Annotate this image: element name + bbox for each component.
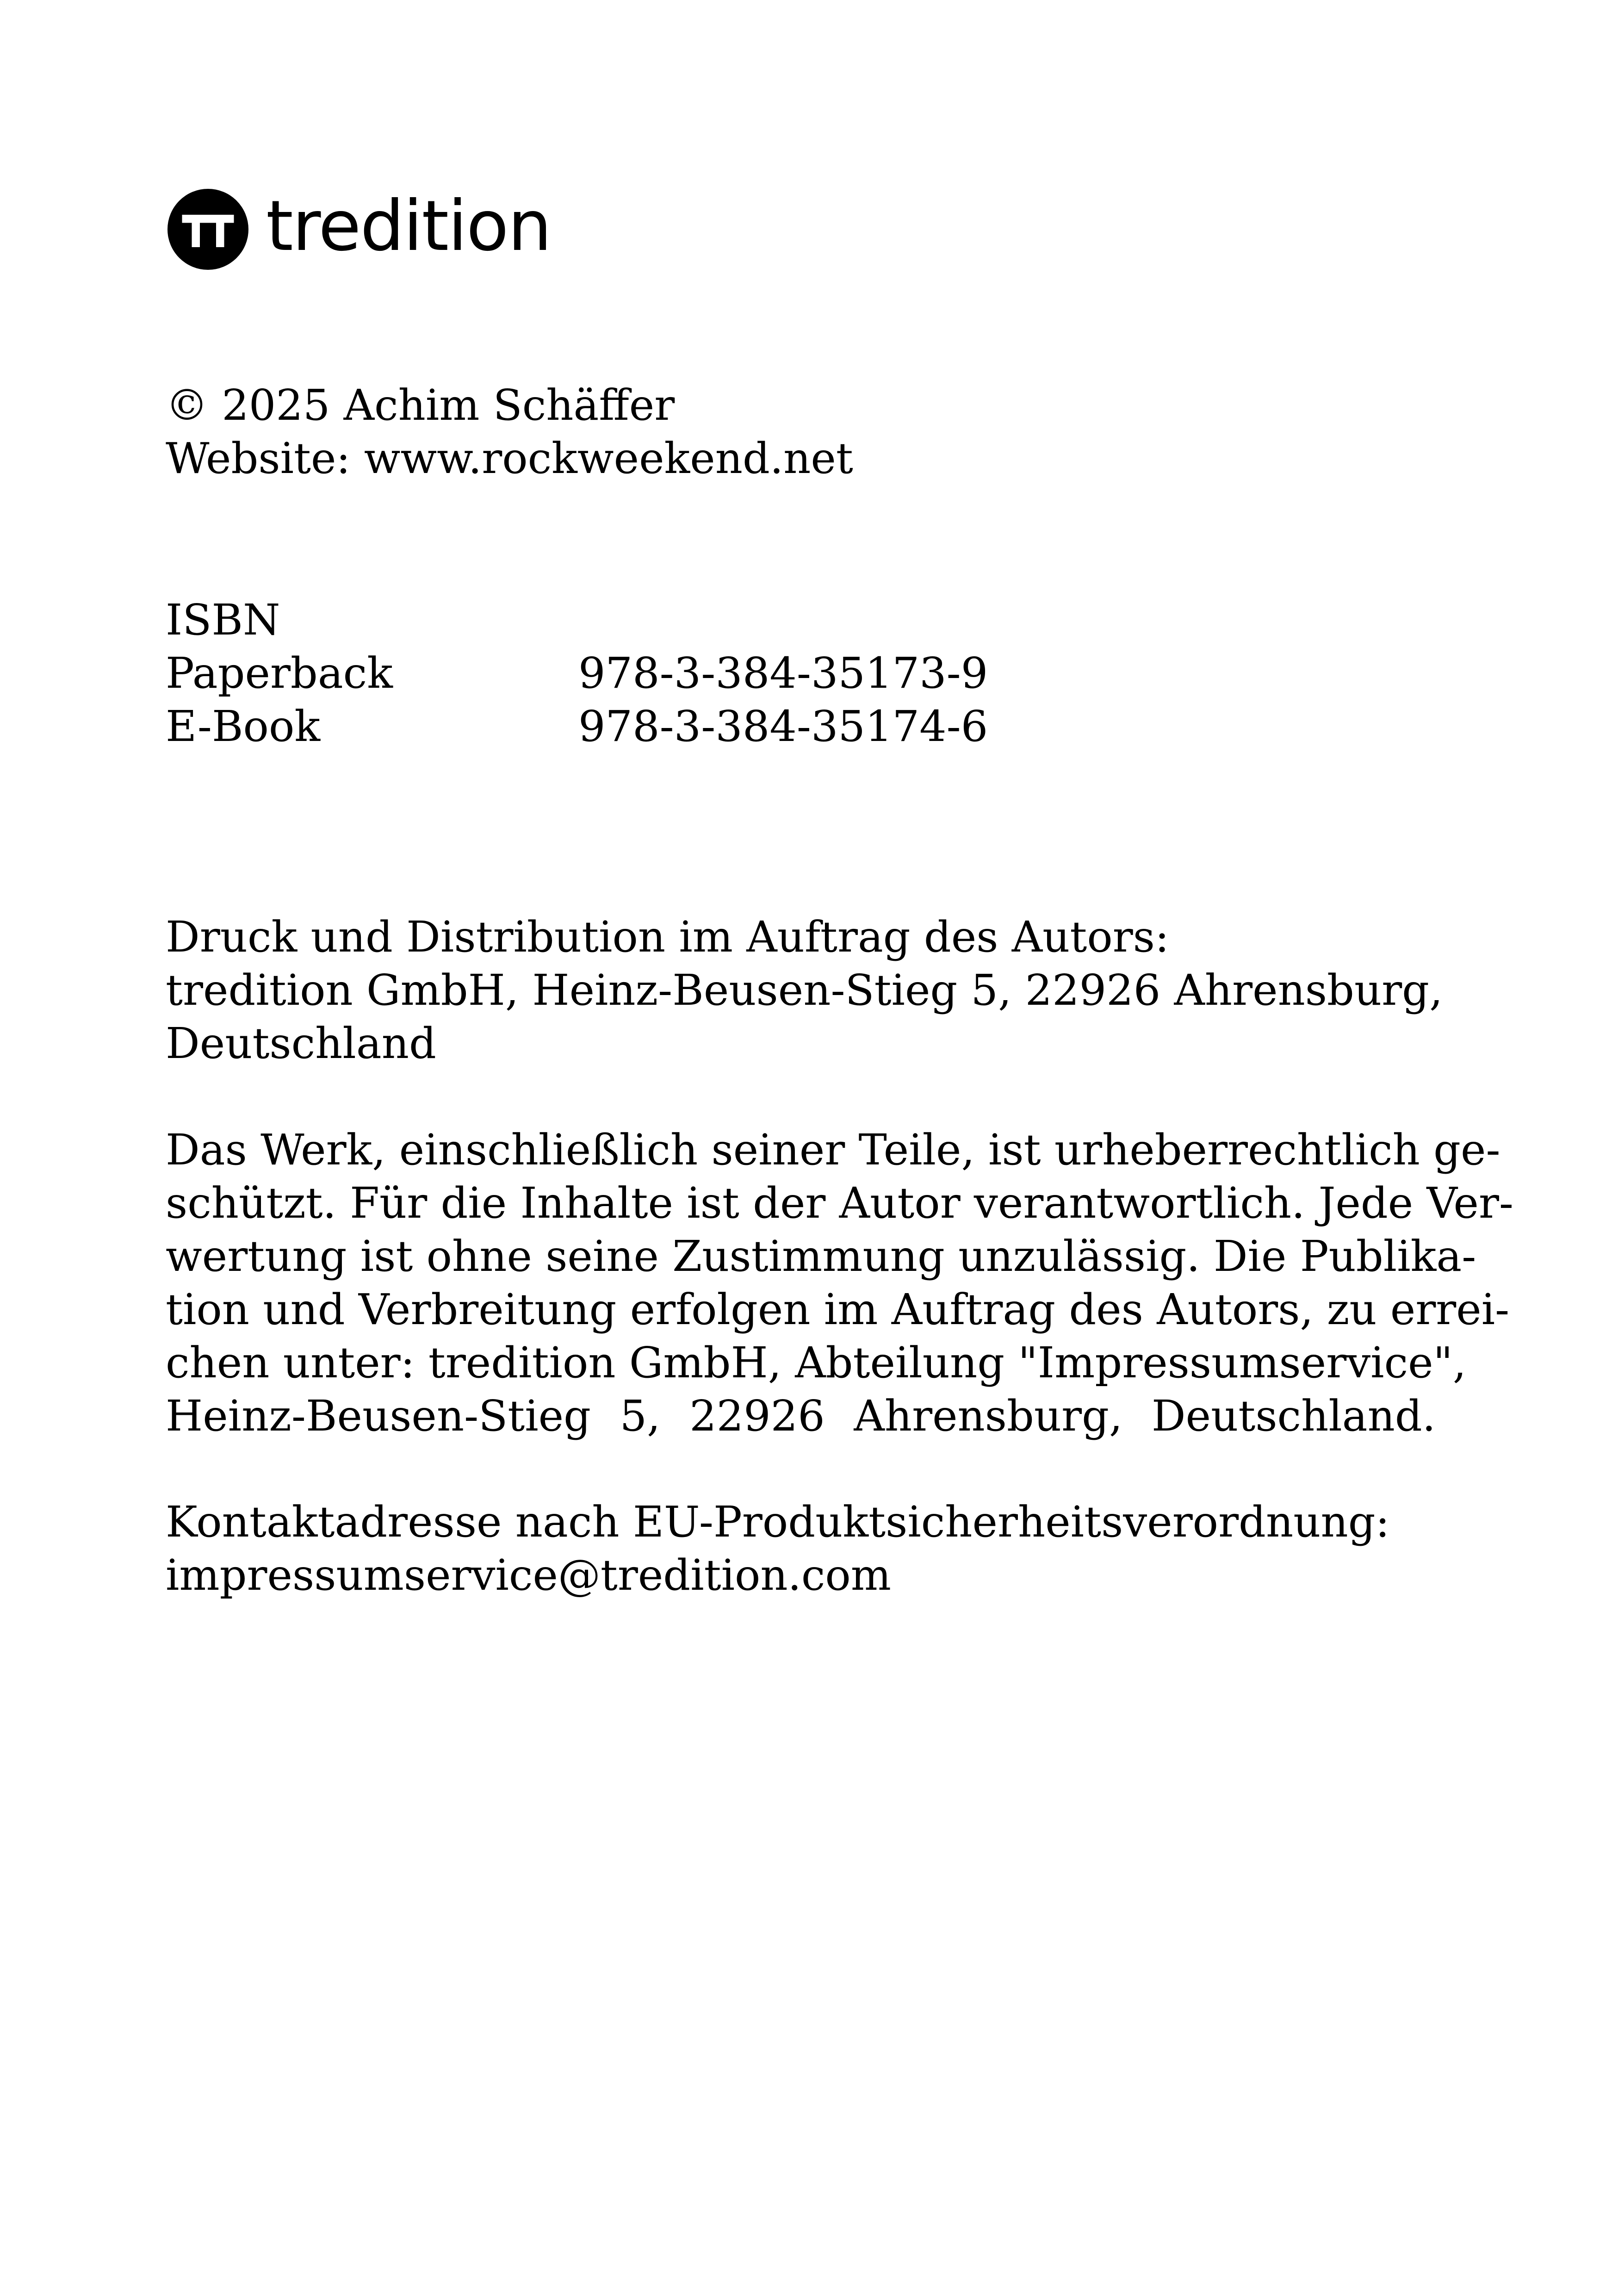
text-line: wertung ist ohne seine Zustimmung unzulässig. Die Publika- <box>166 1232 1476 1281</box>
contact-email: impressumservice@tredition.com <box>166 1550 892 1600</box>
isbn-row-ebook <box>166 700 988 753</box>
contact-heading: Kontaktadresse nach EU-Produktsicherheitsverordnung: <box>166 1497 1390 1547</box>
text-line: tion und Verbreitung erfolgen im Auftrag des Autors, zu errei- <box>166 1285 1510 1334</box>
logo-wordmark: tredition <box>266 186 551 267</box>
legal-notice-block <box>166 1123 1514 1443</box>
isbn-block <box>166 593 988 753</box>
text-line: Druck und Distribution im Auftrag des Autors: <box>166 912 1169 962</box>
copyright-block <box>166 379 853 485</box>
isbn-value: 978-3-384-35173-9 <box>578 648 988 698</box>
isbn-label: E-Book <box>166 702 321 751</box>
text-line: tredition GmbH, Heinz-Beusen-Stieg 5, 22926 Ahrensburg, <box>166 965 1443 1015</box>
text-line: chen unter: tredition GmbH, Abteilung "Impressumservice", <box>166 1338 1467 1388</box>
website-line: Website: www.rockweekend.net <box>166 434 853 483</box>
isbn-value: 978-3-384-35174-6 <box>578 702 988 751</box>
text-line: Heinz-Beusen-Stieg 5, 22926 Ahrensburg, Deutschland. <box>166 1391 1436 1441</box>
text-line: Deutschland <box>166 1019 436 1068</box>
text-line: schützt. Für die Inhalte ist der Autor verantwortlich. Jede Ver- <box>166 1178 1514 1228</box>
isbn-label: Paperback <box>166 648 393 698</box>
contact-block <box>166 1495 1390 1602</box>
copyright-line: © 2025 Achim Schäffer <box>166 380 675 430</box>
isbn-heading: ISBN <box>166 595 280 645</box>
text-line: Das Werk, einschließlich seiner Teile, ist urheberrechtlich ge- <box>166 1125 1500 1175</box>
isbn-row-paperback <box>166 647 988 700</box>
publisher-logo <box>167 186 551 270</box>
print-distribution-block <box>166 910 1443 1070</box>
tredition-logo-icon <box>167 189 248 270</box>
